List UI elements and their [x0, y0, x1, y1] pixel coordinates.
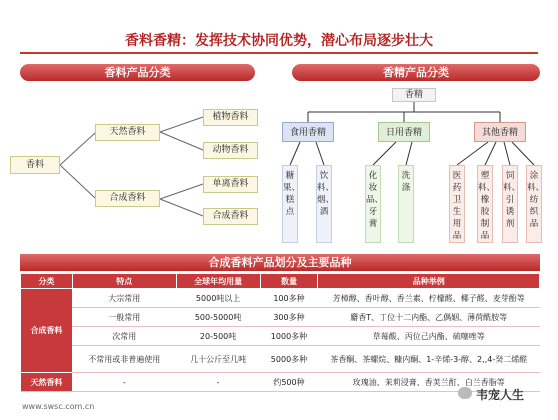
animal-fragrance-node: 动物香料 — [203, 142, 258, 159]
table-header-row — [21, 274, 540, 289]
fragrance-root-node: 香料 — [10, 156, 60, 174]
table-cell: 茶香酮、茶螺烷、糠内酮、1-辛烯-3-醇、2,,4-癸二烯醛 — [318, 346, 540, 373]
coating-textile-leaf: 涂料、纺织品 — [526, 165, 542, 243]
table-cell: 芳樟醇、香叶醇、香兰素、柠檬醛、椰子醛、麦芽酚等 — [318, 289, 540, 308]
feed-attractant-leaf: 饲料、引诱剂 — [502, 165, 518, 243]
candy-pastry-leaf: 糖果、糕点 — [282, 165, 298, 243]
watermark-text: 韦宠人生 — [476, 388, 525, 402]
medical-hygiene-leaf: 医药卫生用品 — [449, 165, 465, 243]
other-flavor-node: 其他香精 — [474, 122, 526, 142]
flavor-classification-banner: 香精产品分类 — [292, 64, 540, 81]
table-header-cell: 品种举例 — [318, 274, 540, 289]
table-cell: - — [72, 373, 176, 392]
food-flavor-node: 食用香精 — [282, 122, 334, 142]
cosmetics-toothpaste-leaf: 化妆品、牙膏 — [365, 165, 381, 243]
table-cell: 1000多种 — [260, 327, 318, 346]
table-cell: 300多种 — [260, 308, 318, 327]
table-row — [21, 327, 540, 346]
category-cell: 天然香料 — [21, 373, 73, 392]
synthetic-fragrance-leaf-node: 合成香料 — [203, 208, 258, 225]
wechat-icon — [458, 387, 472, 399]
table-cell: 次常用 — [72, 327, 176, 346]
table-cell: 麝香T、丁位十二内酯、乙偶姻、薄荷酰胺等 — [318, 308, 540, 327]
flavor-root-node: 香精 — [392, 88, 436, 102]
table-cell: 几十公斤至几吨 — [176, 346, 260, 373]
synthetic-fragrance-node: 合成香料 — [95, 190, 160, 207]
table-cell: 500-5000吨 — [176, 308, 260, 327]
synthetic-fragrance-table — [20, 273, 540, 392]
detergent-leaf: 洗涤 — [398, 165, 414, 243]
table-row — [21, 346, 540, 373]
beverage-tobacco-liquor-leaf: 饮料、烟、酒 — [316, 165, 332, 243]
page-title: 香料香精：发挥技术协同优势，潜心布局逐步壮大 — [125, 33, 433, 49]
fragrance-classification-banner: 香料产品分类 — [20, 64, 255, 81]
table-cell: 大宗常用 — [72, 289, 176, 308]
table-header-cell: 数量 — [260, 274, 318, 289]
plastic-rubber-leaf: 塑料、橡胶制品 — [477, 165, 493, 243]
table-cell: 草莓酸、丙位己内酯、硫噻唑等 — [318, 327, 540, 346]
table-cell: 约500种 — [260, 373, 318, 392]
table-cell: 不常用或非普遍使用 — [72, 346, 176, 373]
table-cell: 玫瑰油、茉莉浸膏、香荚兰酊、白兰香脂等 — [318, 373, 540, 392]
plant-fragrance-node: 植物香料 — [203, 109, 258, 126]
category-cell: 合成香料 — [21, 289, 73, 373]
table-cell: - — [176, 373, 260, 392]
natural-fragrance-node: 天然香料 — [95, 124, 160, 141]
source-url: www.swsc.com.cn — [22, 402, 95, 411]
table-cell: 5000吨以上 — [176, 289, 260, 308]
table-row — [21, 308, 540, 327]
table-cell: 100多种 — [260, 289, 318, 308]
synthetic-fragrance-table-banner: 合成香料产品划分及主要品种 — [20, 254, 540, 271]
table-cell: 5000多种 — [260, 346, 318, 373]
table-header-cell: 全球年均用量 — [176, 274, 260, 289]
table-row — [21, 289, 540, 308]
table-header-cell: 特点 — [72, 274, 176, 289]
table-header-cell: 分类 — [21, 274, 73, 289]
table-cell: 一般常用 — [72, 308, 176, 327]
table-cell: 20-500吨 — [176, 327, 260, 346]
daily-flavor-node: 日用香精 — [378, 122, 430, 142]
isolated-fragrance-node: 单离香料 — [203, 176, 258, 193]
